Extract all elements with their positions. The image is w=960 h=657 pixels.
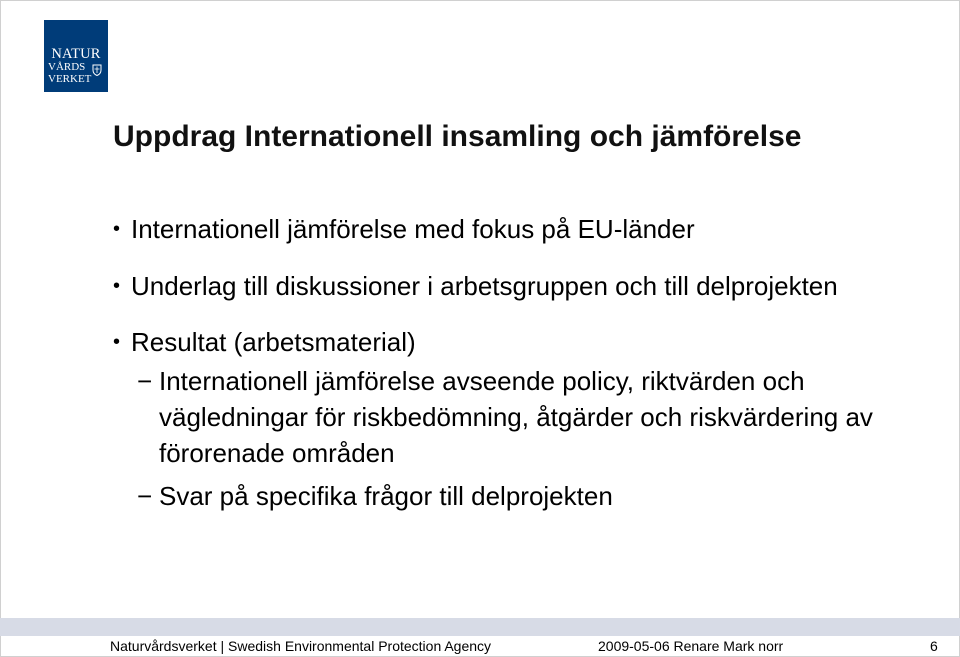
footer-date-author: 2009-05-06 Renare Mark norr <box>598 638 784 654</box>
naturvardsverket-logo <box>44 20 108 92</box>
sub-bullet-item <box>113 478 873 514</box>
bullet-text: Underlag till diskussioner i arbetsgruppen och till delprojekten <box>131 271 838 301</box>
sub-bullet-text: Svar på specifika frågor till delprojekten <box>159 481 613 511</box>
slide-title: Uppdrag Internationell insamling och jämförelse <box>113 120 802 153</box>
sub-bullet-text: Internationell jämförelse avseende policy, riktvärden och vägledningar för riskbedömning, åtgärder och riskvärdering av förorenade områden <box>159 366 873 468</box>
footer <box>0 636 960 657</box>
logo-text-line1: NATUR <box>51 46 101 62</box>
dash-icon: − <box>137 481 153 511</box>
bullet-item <box>113 211 873 247</box>
sub-bullet-item <box>113 363 873 471</box>
bullet-item <box>113 268 873 304</box>
slide-content <box>113 211 873 514</box>
footer-organization: Naturvårdsverket | Swedish Environmental Protection Agency <box>110 638 492 654</box>
bullet-text: Internationell jämförelse med fokus på EU-länder <box>131 214 695 244</box>
dash-icon: − <box>137 366 153 396</box>
page-number: 6 <box>930 638 938 654</box>
bullet-icon: • <box>113 331 121 353</box>
logo-text-line3: VERKET <box>48 73 92 85</box>
bullet-icon: • <box>113 218 121 240</box>
footer-band <box>0 618 960 636</box>
bullet-icon: • <box>113 275 121 297</box>
crest-icon <box>92 64 102 76</box>
bullet-item <box>113 324 873 360</box>
logo-text-line2: VÅRDS <box>48 61 86 73</box>
bullet-text: Resultat (arbetsmaterial) <box>131 327 416 357</box>
